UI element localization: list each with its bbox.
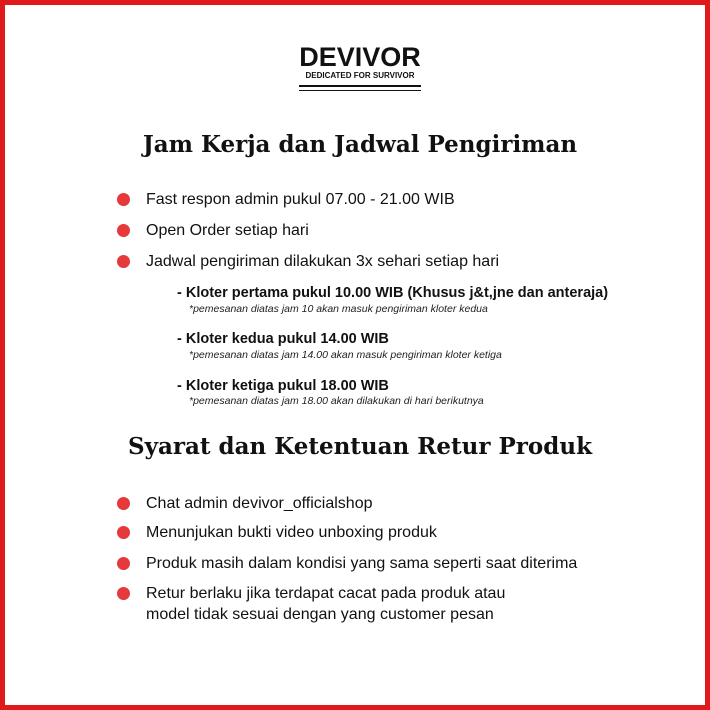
batch-note: *pemesanan diatas jam 14.00 akan masuk pengiriman kloter ketiga [189,349,502,361]
return-item-text: Menunjukan bukti video unboxing produk [146,524,437,541]
bullet-dot-icon [117,193,130,206]
bullet-dot-icon [117,557,130,570]
logo-divider-thin [299,90,421,91]
schedule-item [117,189,455,210]
batch-note: *pemesanan diatas jam 18.00 akan dilakukan di hari berikutnya [189,395,484,407]
return-title: Syarat dan Ketentuan Retur Produk [127,433,593,460]
bullet-dot-icon [117,587,130,600]
return-item [117,522,437,543]
bullet-dot-icon [117,224,130,237]
logo-divider [299,85,421,87]
return-item-text [146,583,505,625]
return-item-text: Produk masih dalam kondisi yang sama seperti saat diterima [146,555,578,572]
bullet-dot-icon [117,497,130,510]
brand-name: DEVIVOR [299,42,421,72]
return-item [117,583,505,625]
schedule-item [117,220,309,241]
bullet-dot-icon [117,255,130,268]
batch-label: - Kloter ketiga pukul 18.00 WIB [177,378,389,394]
brand-logo [5,43,710,91]
return-item-text: Chat admin devivor_officialshop [146,495,373,512]
schedule-item-text: Fast respon admin pukul 07.00 - 21.00 WIB [146,191,455,208]
schedule-item-text: Jadwal pengiriman dilakukan 3x sehari setiap hari [146,253,500,270]
brand-tagline: DEDICATED FOR SURVIVOR [305,71,415,80]
schedule-title: Jam Kerja dan Jadwal Pengiriman [142,131,578,158]
bullet-dot-icon [117,526,130,539]
schedule-item-text: Open Order setiap hari [146,222,309,239]
return-item-line: model tidak sesuai dengan yang customer pesan [146,606,494,623]
batch-note: *pemesanan diatas jam 10 akan masuk pengiriman kloter kedua [189,303,488,315]
return-item [117,493,373,514]
return-item-line: Retur berlaku jika terdapat cacat pada produk atau [146,585,506,602]
schedule-item [117,251,499,272]
batch-label: - Kloter kedua pukul 14.00 WIB [177,331,389,347]
batch-label: - Kloter pertama pukul 10.00 WIB (Khusus j&t,jne dan anteraja) [177,285,609,301]
return-item [117,553,577,574]
